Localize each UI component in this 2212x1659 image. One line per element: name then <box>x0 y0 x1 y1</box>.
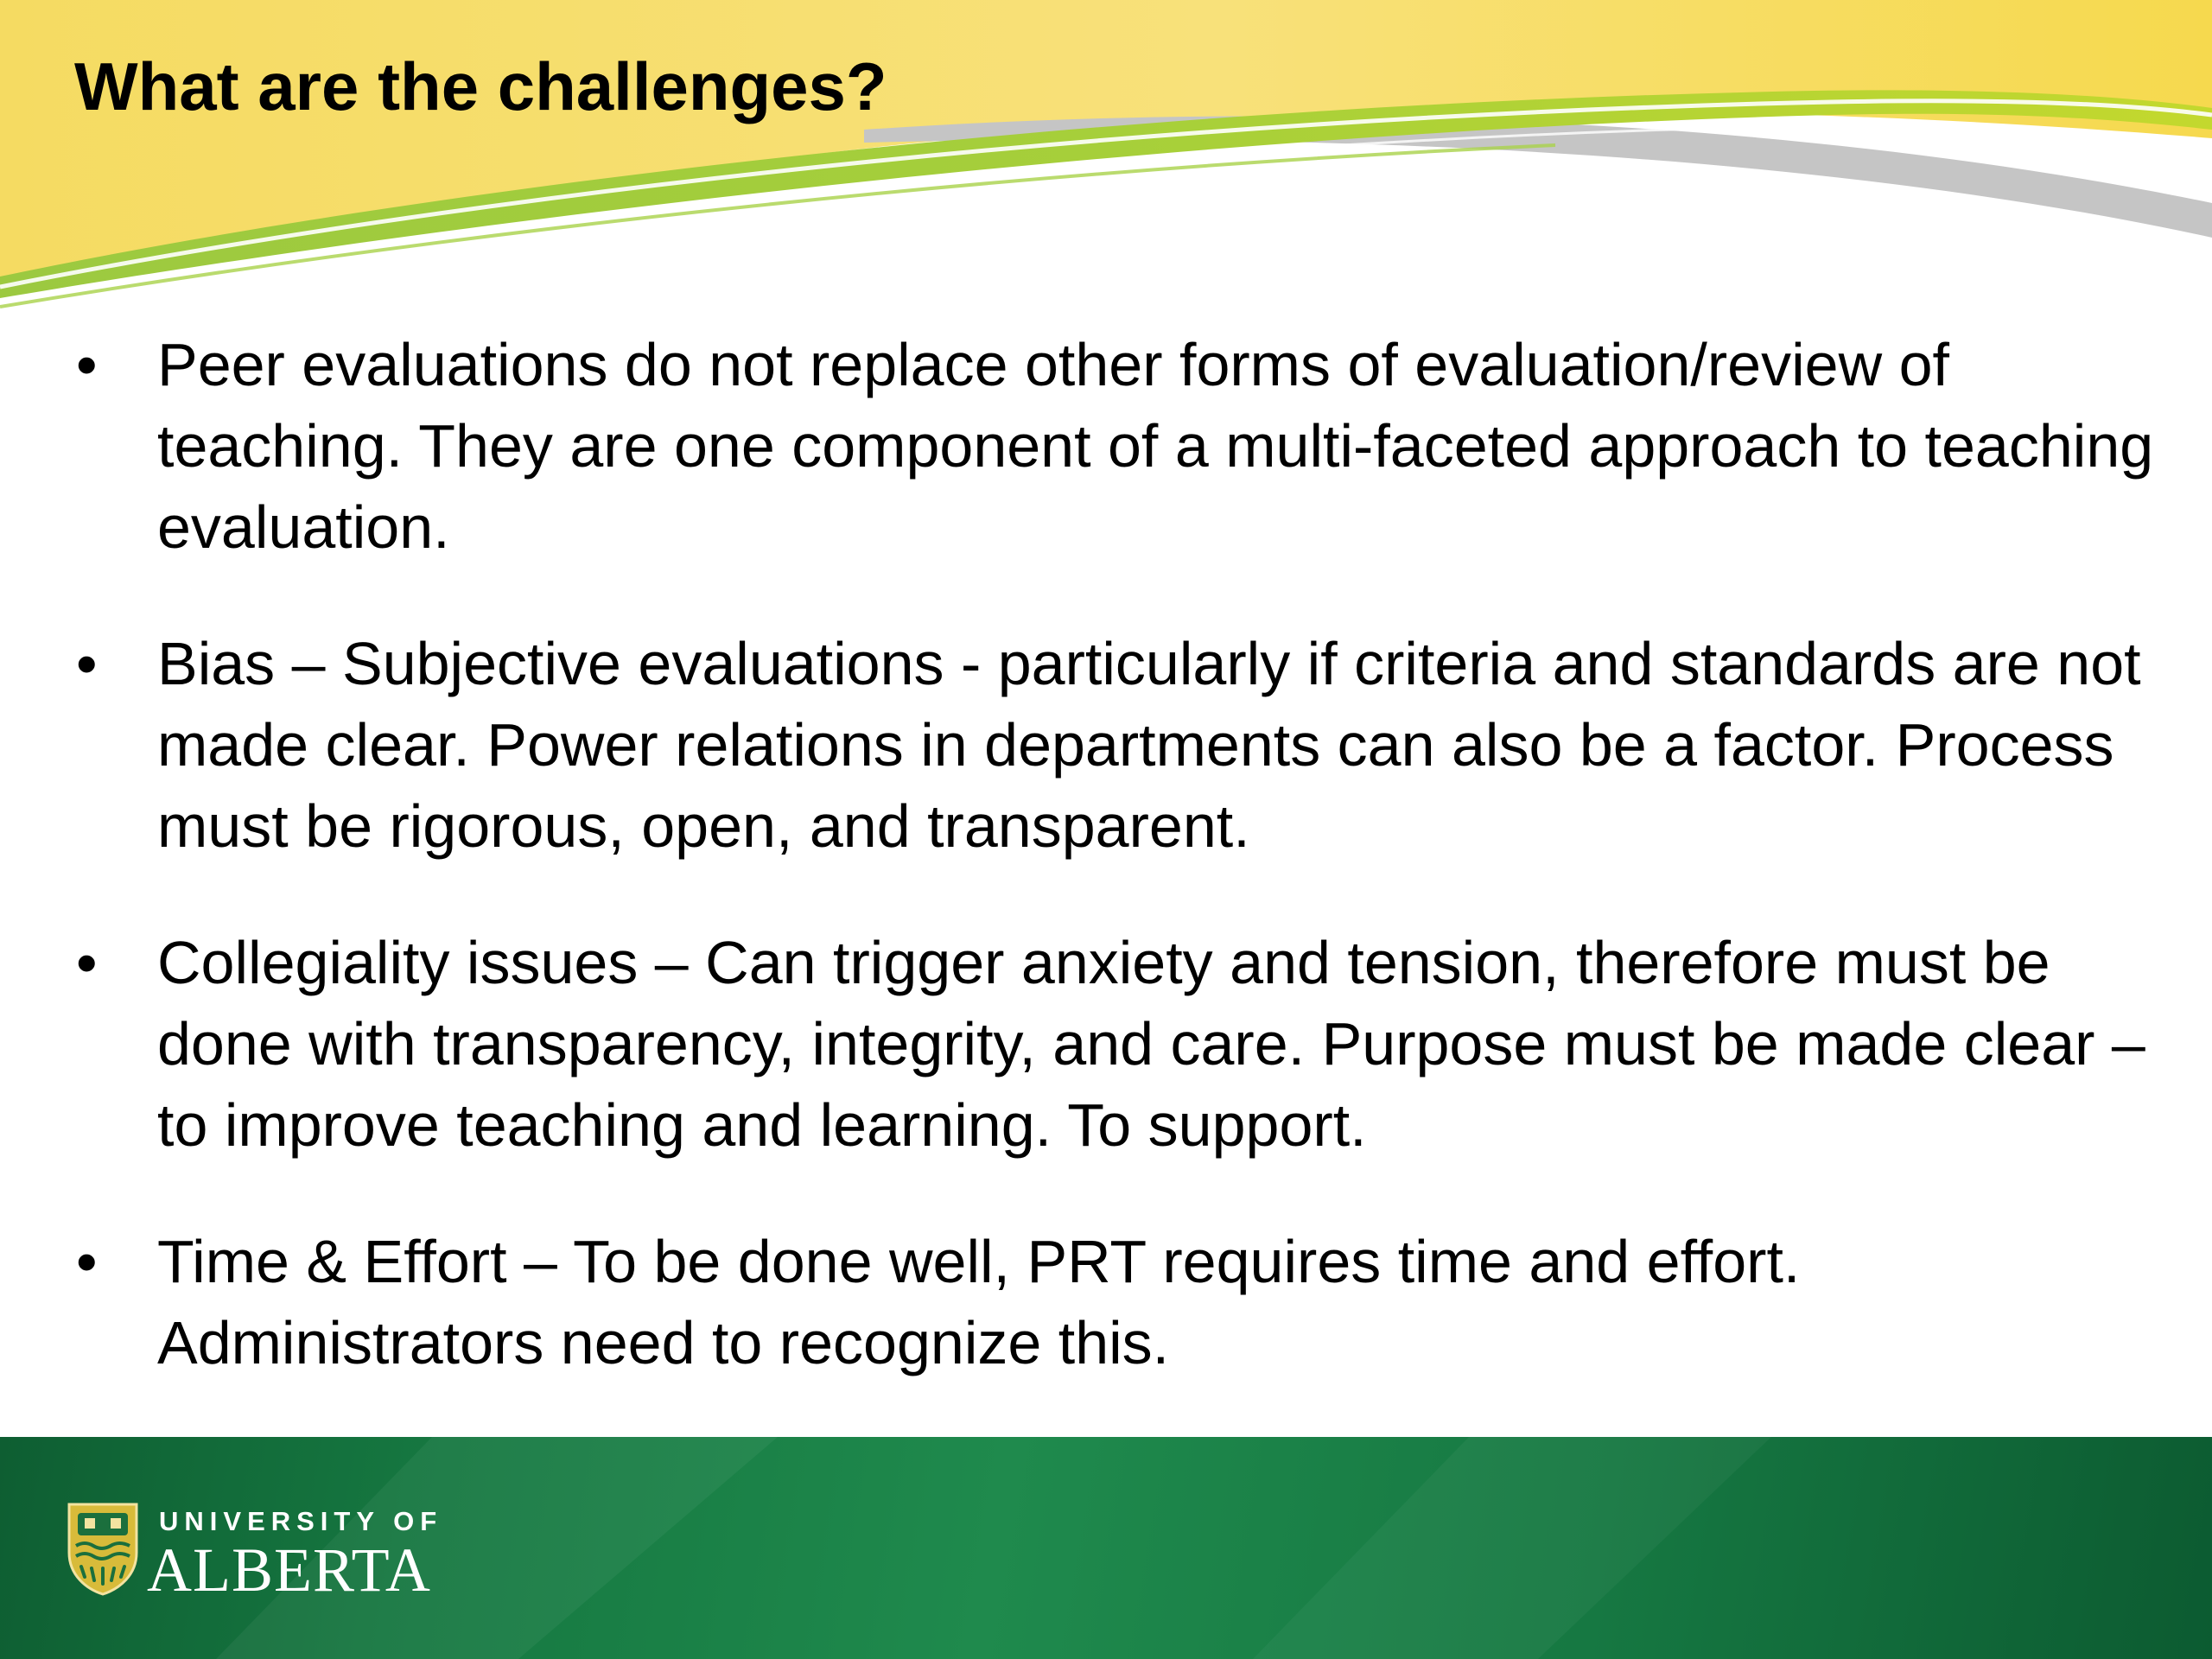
bullet-text: Bias – Subjective evaluations - particularly if criteria and standards are not made clear. Power relations in departments can also be a factor. Process must be rigorous, open, and transparent. <box>157 630 2141 860</box>
list-item <box>0 1221 2212 1383</box>
bullet-text: Peer evaluations do not replace other forms of evaluation/review of teaching. They are one component of a multi-faceted approach to teaching evaluation. <box>157 331 2154 561</box>
bullet-dot-icon: • <box>76 929 98 996</box>
list-item <box>0 623 2212 867</box>
bullet-dot-icon: • <box>76 1228 98 1295</box>
bullet-dot-icon: • <box>76 630 98 697</box>
bullet-list <box>0 324 2212 1439</box>
bullet-dot-icon: • <box>76 331 98 398</box>
list-item <box>0 922 2212 1166</box>
footer-band <box>0 1437 2212 1659</box>
university-crest-icon <box>66 1499 140 1596</box>
list-item <box>0 324 2212 568</box>
university-logo <box>66 1499 463 1603</box>
bullet-text: Time & Effort – To be done well, PRT requires time and effort. Administrators need to recognize this. <box>157 1228 1801 1376</box>
logo-text-alberta: ALBERTA <box>147 1535 431 1605</box>
bullet-text: Collegiality issues – Can trigger anxiety and tension, therefore must be done with transparency, integrity, and care. Purpose must be made clear – to improve teaching and learning. To support. <box>157 929 2145 1159</box>
logo-text-university-of: UNIVERSITY OF <box>159 1506 443 1536</box>
slide-title: What are the challenges? <box>74 48 887 124</box>
